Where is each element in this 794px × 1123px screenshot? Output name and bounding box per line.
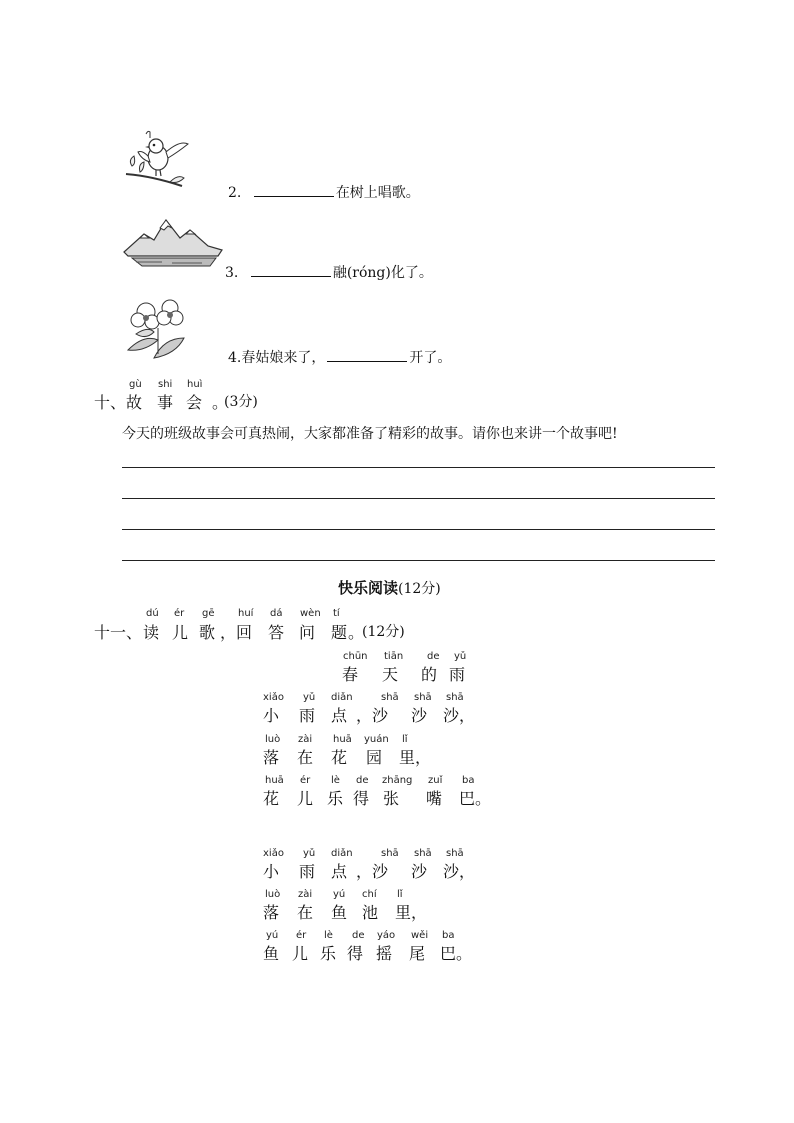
pinyin: ér — [296, 930, 307, 941]
flower-icon — [124, 294, 190, 362]
poem-title-char: 雨 — [449, 665, 466, 684]
bird-on-branch-icon — [122, 126, 194, 190]
pinyin: yǔ — [303, 692, 316, 703]
poem-char: 里， — [395, 903, 428, 922]
question-4 — [228, 347, 451, 367]
poem-char: 巴。 — [459, 789, 492, 808]
poem-char: 尾 — [409, 944, 426, 963]
q4-tail: 开了。 — [409, 350, 452, 366]
poem-title-char: 的 — [421, 665, 438, 684]
poem-char: 小 — [263, 862, 280, 881]
poem-char: ，沙 — [356, 862, 389, 881]
poem-char: 雨 — [299, 862, 316, 881]
section-10-period: 。 — [212, 393, 229, 412]
section-11-score: (12分) — [362, 624, 405, 640]
pinyin: huā — [265, 775, 284, 786]
section-11-char: 答 — [268, 623, 285, 642]
pinyin: xiǎo — [263, 692, 284, 703]
section-11-char: 问 — [299, 623, 316, 642]
section-11-number: 十一、 — [94, 623, 143, 642]
pinyin: lè — [331, 775, 340, 786]
poem-char: 张 — [383, 789, 400, 808]
poem-char: 沙， — [443, 706, 476, 725]
pinyin: luò — [265, 889, 281, 900]
pinyin: dá — [270, 608, 283, 619]
poem-char: 点 — [331, 706, 348, 725]
q3-tail-after: 化了。 — [390, 265, 433, 281]
poem-char: 得 — [347, 944, 364, 963]
poem-title-char: 天 — [382, 665, 399, 684]
pinyin: shā — [381, 848, 399, 859]
pinyin: huā — [333, 734, 352, 745]
pinyin: ba — [462, 775, 475, 786]
poem-char: 花 — [263, 789, 280, 808]
q2-blank[interactable] — [254, 182, 334, 197]
poem-char: 花 — [331, 748, 348, 767]
poem-char: 园 — [366, 748, 383, 767]
q2-number: 2. — [228, 185, 242, 201]
pinyin: luò — [265, 734, 281, 745]
pinyin: de — [352, 930, 365, 941]
pinyin: shā — [446, 848, 464, 859]
pinyin: shā — [381, 692, 399, 703]
poem-char: 乐 — [327, 789, 344, 808]
pinyin: yáo — [377, 930, 396, 941]
poem-char: 摇 — [376, 944, 393, 963]
pinyin: yú — [333, 889, 346, 900]
poem-title-char: 春 — [342, 665, 359, 684]
poem-char: 儿 — [297, 789, 314, 808]
section-11-char: 题 — [331, 623, 348, 642]
pinyin: lǐ — [397, 889, 403, 900]
pinyin: zhāng — [382, 775, 413, 786]
poem-char: 鱼 — [331, 903, 348, 922]
poem-char: 嘴 — [426, 789, 443, 808]
pinyin: ér — [300, 775, 311, 786]
poem-char: 小 — [263, 706, 280, 725]
q2-tail: 在树上唱歌。 — [335, 185, 420, 201]
pinyin: shā — [446, 692, 464, 703]
section-11-char: 儿 — [172, 623, 189, 642]
poem-char: 巴。 — [440, 944, 473, 963]
poem-char: 雨 — [299, 706, 316, 725]
pinyin: de — [356, 775, 369, 786]
poem-char: 沙， — [443, 862, 476, 881]
pinyin: gē — [202, 608, 215, 619]
pinyin: zài — [298, 734, 313, 745]
pinyin: shā — [414, 848, 432, 859]
poem-char: 落 — [263, 748, 280, 767]
pinyin: yuán — [364, 734, 389, 745]
pinyin: lǐ — [402, 734, 408, 745]
pinyin: diǎn — [331, 848, 353, 859]
pinyin: chūn — [343, 651, 368, 662]
section-10-score: (3分) — [224, 394, 258, 410]
section-11-period: 。 — [348, 623, 365, 642]
answer-line[interactable] — [122, 560, 715, 561]
q4-head: 4.春姑娘来了， — [228, 350, 326, 366]
section-10-number: 十、 — [94, 393, 127, 412]
pinyin: yǔ — [303, 848, 316, 859]
pinyin: huí — [238, 608, 254, 619]
pinyin: yú — [266, 930, 279, 941]
answer-line[interactable] — [122, 529, 715, 530]
part-title-score: (12分) — [398, 581, 441, 597]
section-11-char: ，回 — [220, 623, 253, 642]
pinyin: tiān — [384, 651, 404, 662]
section-10-prompt: 今天的班级故事会可真热闹，大家都准备了精彩的故事。请你也来讲一个故事吧! — [122, 426, 618, 442]
poem-char: 乐 — [320, 944, 337, 963]
poem-char: 沙 — [411, 862, 428, 881]
section-10-char: 故 — [126, 393, 143, 412]
pinyin: zài — [298, 889, 313, 900]
q4-blank[interactable] — [327, 347, 407, 362]
pinyin: ér — [174, 608, 185, 619]
section-10-char: 事 — [157, 393, 174, 412]
pinyin: shā — [414, 692, 432, 703]
section-11-char: 歌 — [199, 623, 216, 642]
q3-tail-before: 融 — [332, 265, 347, 281]
question-2 — [228, 182, 420, 202]
pinyin: de — [427, 651, 440, 662]
q3-blank[interactable] — [251, 262, 331, 277]
poem-char: 儿 — [292, 944, 309, 963]
q3-pinyin: (róng) — [346, 265, 391, 281]
snow-mountain-icon — [122, 216, 226, 270]
pinyin: zuǐ — [428, 775, 443, 786]
pinyin: diǎn — [331, 692, 353, 703]
poem-char: 得 — [353, 789, 370, 808]
pinyin: xiǎo — [263, 848, 284, 859]
poem-char: 在 — [297, 748, 314, 767]
poem-char: 鱼 — [263, 944, 280, 963]
part-title-main: 快乐阅读 — [338, 579, 399, 597]
pinyin: lè — [324, 930, 333, 941]
poem-char: 里， — [399, 748, 432, 767]
pinyin: tí — [333, 608, 340, 619]
pinyin: wèn — [300, 608, 321, 619]
poem-char: 点 — [331, 862, 348, 881]
poem-char: 落 — [263, 903, 280, 922]
pinyin: wěi — [411, 930, 429, 941]
poem-char: 池 — [362, 903, 379, 922]
section-10-char: 会 — [186, 393, 203, 412]
q3-number: 3. — [225, 265, 239, 281]
pinyin: chí — [362, 889, 377, 900]
poem-char: ，沙 — [356, 706, 389, 725]
pinyin: ba — [442, 930, 455, 941]
pinyin: dú — [146, 608, 159, 619]
pinyin: yǔ — [454, 651, 467, 662]
pinyin: gù — [129, 379, 142, 390]
pinyin: huì — [187, 379, 203, 390]
answer-line[interactable] — [122, 467, 715, 468]
poem-char: 在 — [297, 903, 314, 922]
part-title — [338, 577, 441, 598]
poem-char: 沙 — [411, 706, 428, 725]
question-3 — [225, 262, 433, 282]
answer-line[interactable] — [122, 498, 715, 499]
pinyin: shi — [158, 379, 173, 390]
section-11-char: 读 — [143, 623, 160, 642]
